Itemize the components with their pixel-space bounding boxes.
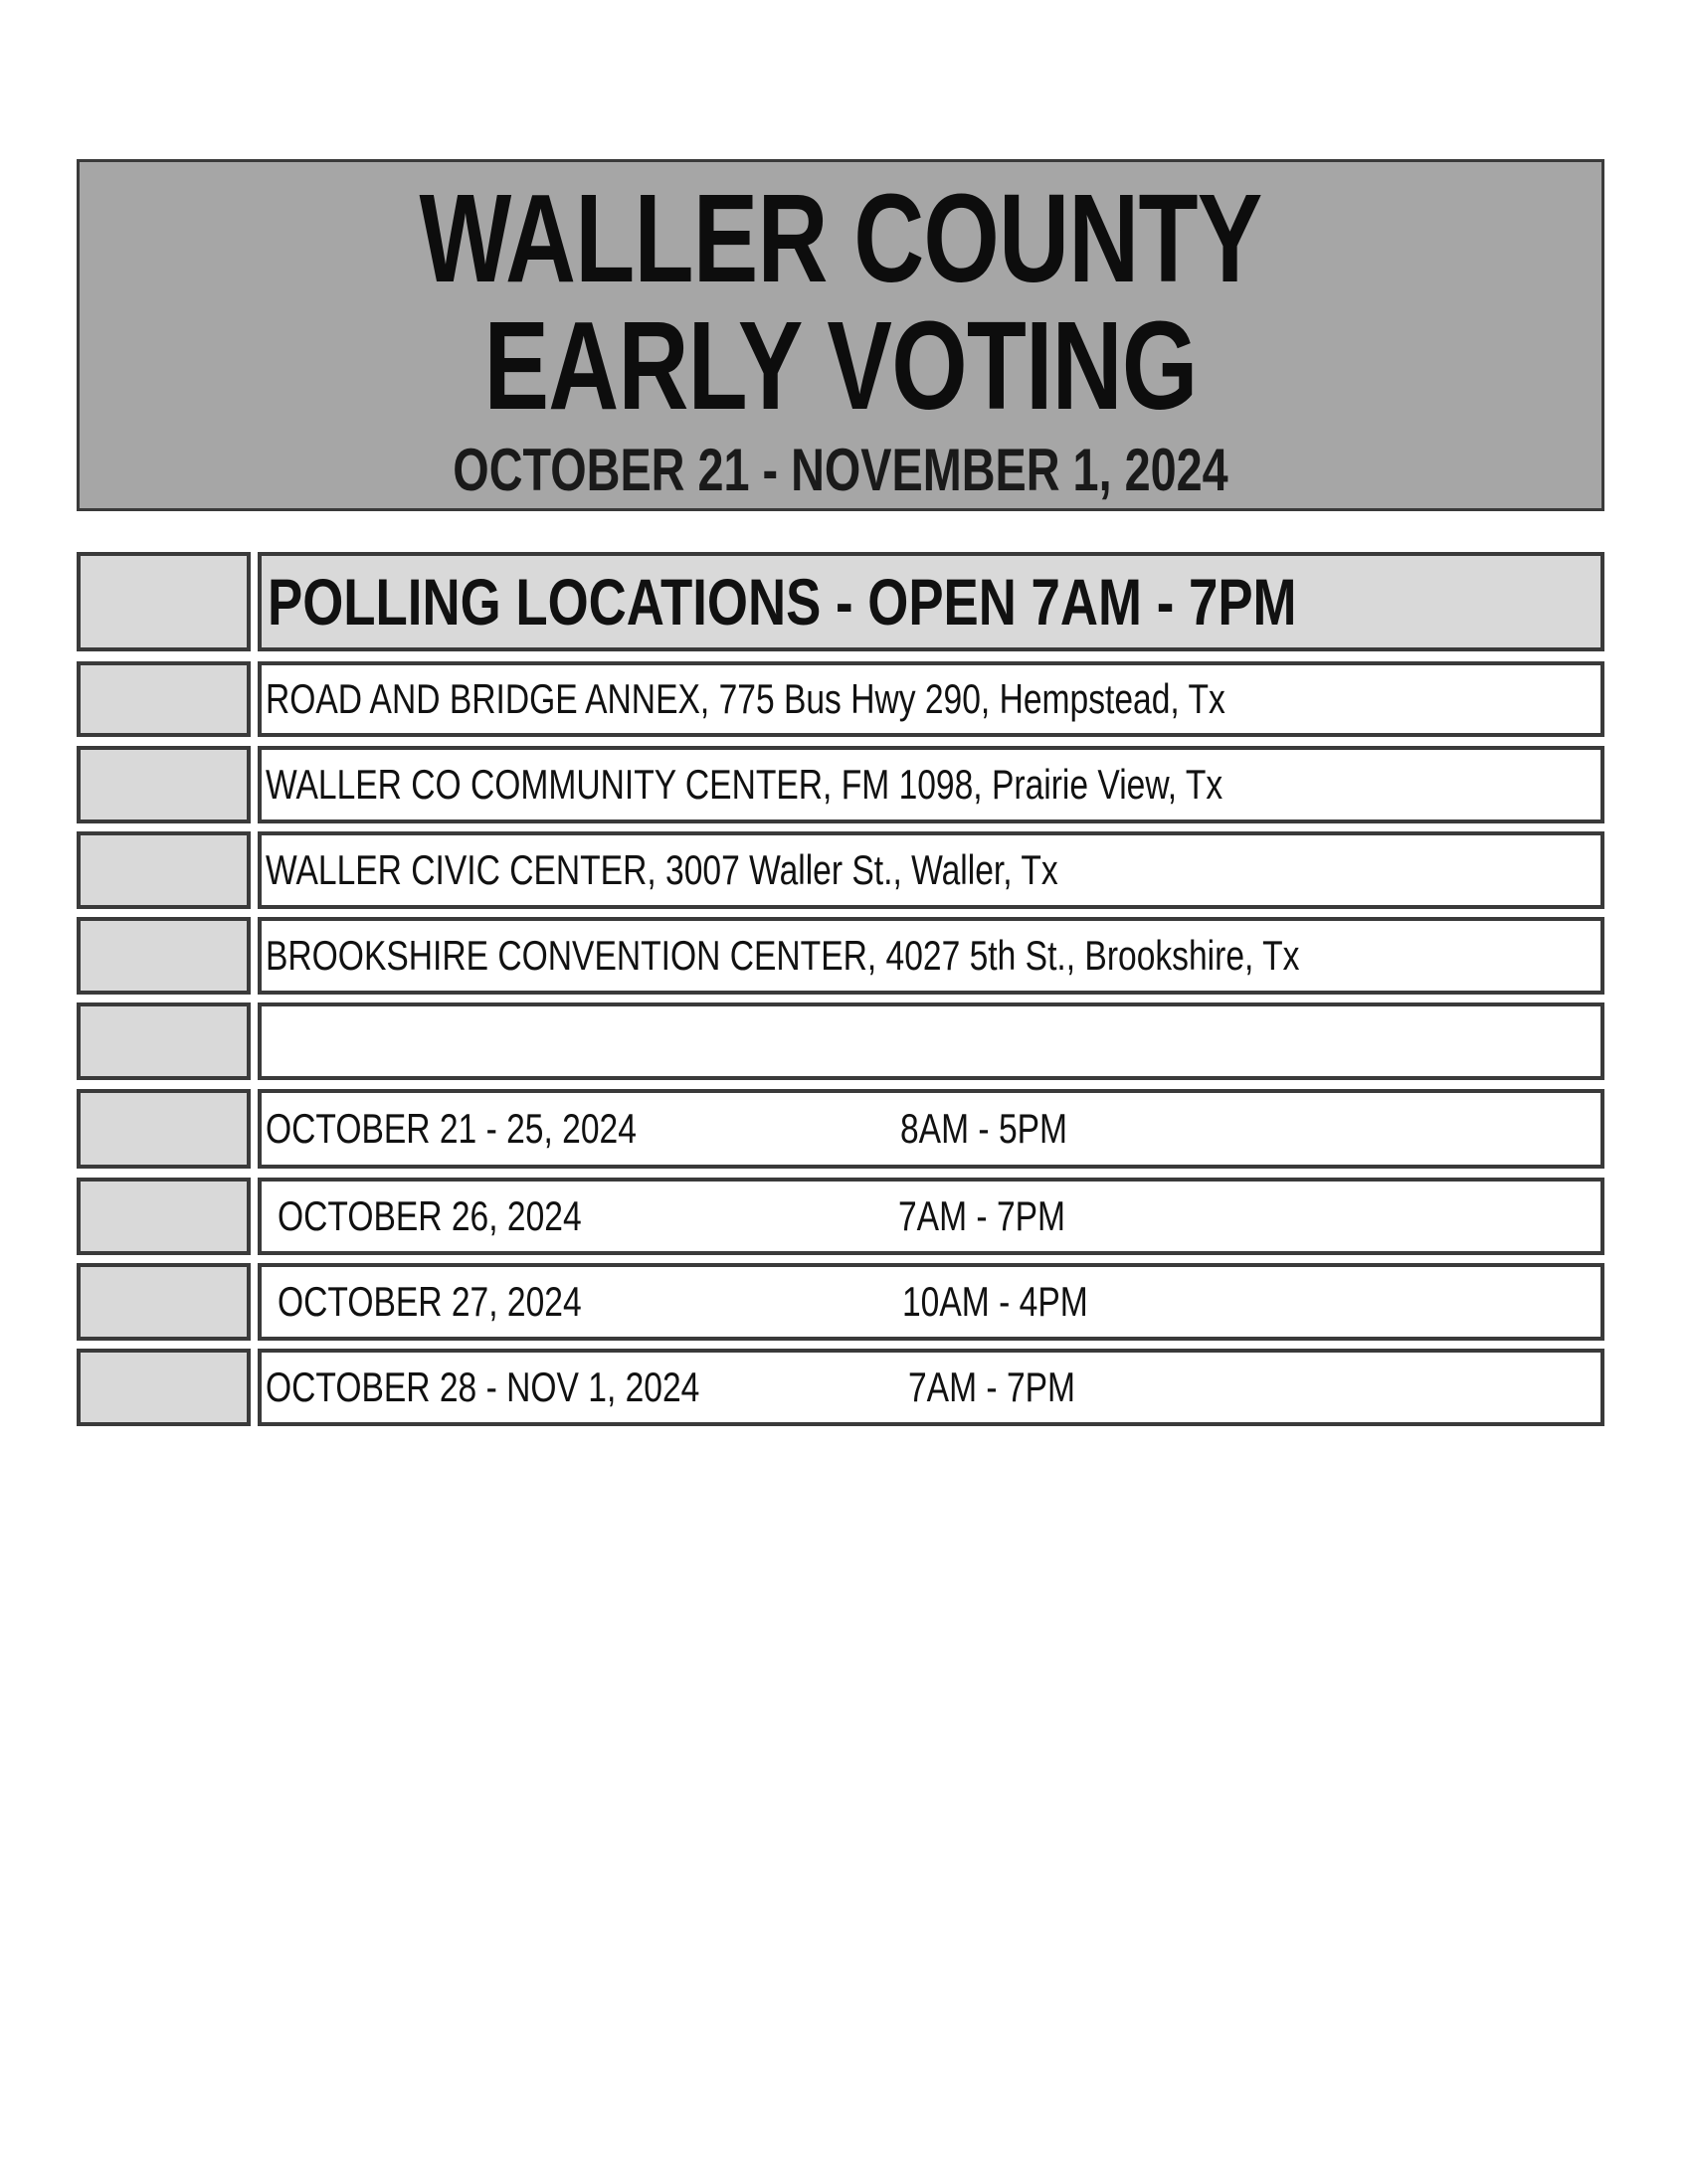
row-marker-cell (77, 661, 251, 737)
location-cell (258, 831, 1604, 909)
row-marker-cell (77, 831, 251, 909)
title-early-voting: EARLY VOTING (483, 295, 1198, 436)
title-county: WALLER COUNTY (419, 168, 1262, 308)
table-row (77, 661, 1604, 737)
schedule-row (77, 1178, 1604, 1255)
schedule-hours: 7AM - 7PM (908, 1364, 1076, 1410)
polling-locations-heading: POLLING LOCATIONS - OPEN 7AM - 7PM (268, 565, 1297, 638)
row-marker-cell (77, 746, 251, 823)
location-text: ROAD AND BRIDGE ANNEX, 775 Bus Hwy 290, Hempstead, Tx (266, 675, 1225, 722)
schedule-hours: 7AM - 7PM (898, 1192, 1066, 1239)
row-marker-cell (77, 1002, 251, 1080)
table-row (77, 917, 1604, 995)
schedule-cell (258, 1089, 1604, 1169)
row-marker-cell (77, 1263, 251, 1341)
location-cell (258, 917, 1604, 995)
location-cell (258, 746, 1604, 823)
schedule-date: OCTOBER 28 - NOV 1, 2024 (266, 1364, 700, 1410)
schedule-date: OCTOBER 26, 2024 (278, 1192, 582, 1239)
schedule-row (77, 1349, 1604, 1426)
location-text: WALLER CO COMMUNITY CENTER, FM 1098, Prairie View, Tx (266, 761, 1223, 808)
title-banner (77, 159, 1604, 511)
schedule-date: OCTOBER 27, 2024 (278, 1278, 582, 1325)
table-row (77, 831, 1604, 909)
row-marker-cell (77, 1349, 251, 1426)
voting-date-range: OCTOBER 21 - NOVEMBER 1, 2024 (453, 437, 1228, 503)
row-marker-cell (77, 552, 251, 651)
row-marker-cell (77, 1089, 251, 1169)
schedule-cell (258, 1178, 1604, 1255)
row-marker-cell (77, 917, 251, 995)
schedule-cell (258, 1263, 1604, 1341)
schedule-hours: 10AM - 4PM (902, 1278, 1088, 1325)
schedule-row (77, 1263, 1604, 1341)
location-text: WALLER CIVIC CENTER, 3007 Waller St., Waller, Tx (266, 846, 1058, 893)
location-text: BROOKSHIRE CONVENTION CENTER, 4027 5th St., Brookshire, Tx (266, 932, 1300, 979)
table-row (77, 746, 1604, 823)
table-header-row (77, 552, 1604, 651)
schedule-cell (258, 1349, 1604, 1426)
row-marker-cell (77, 1178, 251, 1255)
schedule-hours: 8AM - 5PM (900, 1105, 1068, 1152)
schedule-row (77, 1089, 1604, 1169)
table-row-blank (77, 1002, 1604, 1080)
schedule-date: OCTOBER 21 - 25, 2024 (266, 1105, 637, 1152)
polling-locations-heading-cell (258, 552, 1604, 651)
location-cell (258, 661, 1604, 737)
blank-cell (258, 1002, 1604, 1080)
